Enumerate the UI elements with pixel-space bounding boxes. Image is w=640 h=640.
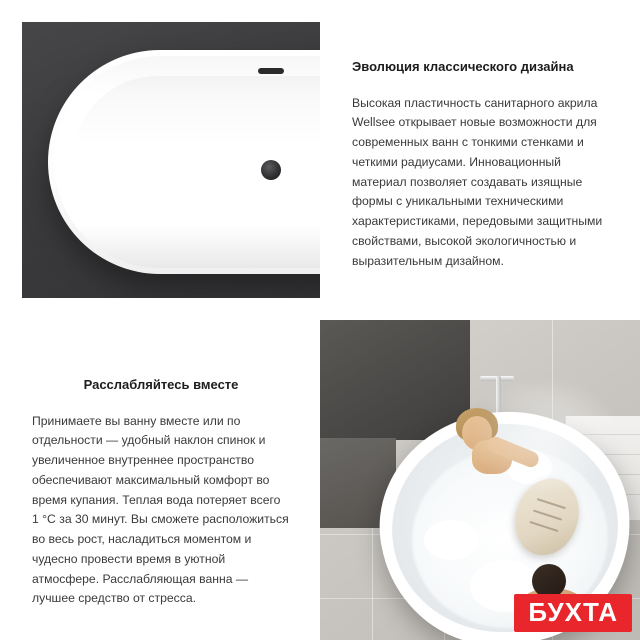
photo-top-margin (0, 0, 320, 22)
bath-product-photo (0, 0, 320, 320)
top-body-text: Высокая пластичность санитарного акрила Wellsee открывает новые возможности для современных ванн с тонкими стенками и четкими радиусами. Инновационный материал позволяет создавать изящные формы с уникальными техническими характеристиками, передовыми защитными свойствами, высокой экологичностью и выразительным дизайном. (352, 95, 603, 268)
photo-left-margin (0, 0, 22, 320)
bottom-text-block (0, 320, 320, 640)
overflow-slot (258, 68, 284, 74)
photo-bottom-margin (0, 298, 320, 320)
drain-hole (261, 160, 281, 180)
headrest-line (529, 521, 558, 532)
top-heading: Эволюция классического дизайна (352, 59, 574, 74)
headrest-line (537, 498, 566, 509)
bottom-heading: Расслабляйтесь вместе (83, 377, 239, 392)
lifestyle-photo (320, 320, 640, 640)
headrest-line (533, 510, 562, 521)
top-text-block (320, 0, 640, 320)
steam-overlay (470, 376, 620, 496)
dark-wall (320, 320, 470, 440)
bottom-body-text: Принимаете вы ванну вместе или по отдельности — удобный наклон спинок и увеличенное внутреннее пространство обеспечивают максимальный комфорт во время купания. Теплая вода потеряет всего 1 °C за 30 минут. Вы сможете расположиться во весь рост, насладиться моментом и чудесно провести время в уютной атмосфере. Расслабляющая ванна — лучшее средство от стресса. (32, 413, 289, 606)
person-man-head (532, 564, 566, 598)
watermark-logo: БУХТА (514, 594, 632, 632)
bathtub-inner-shadow (72, 76, 320, 248)
foam-bubble (424, 520, 478, 560)
bottom-section (0, 320, 640, 640)
